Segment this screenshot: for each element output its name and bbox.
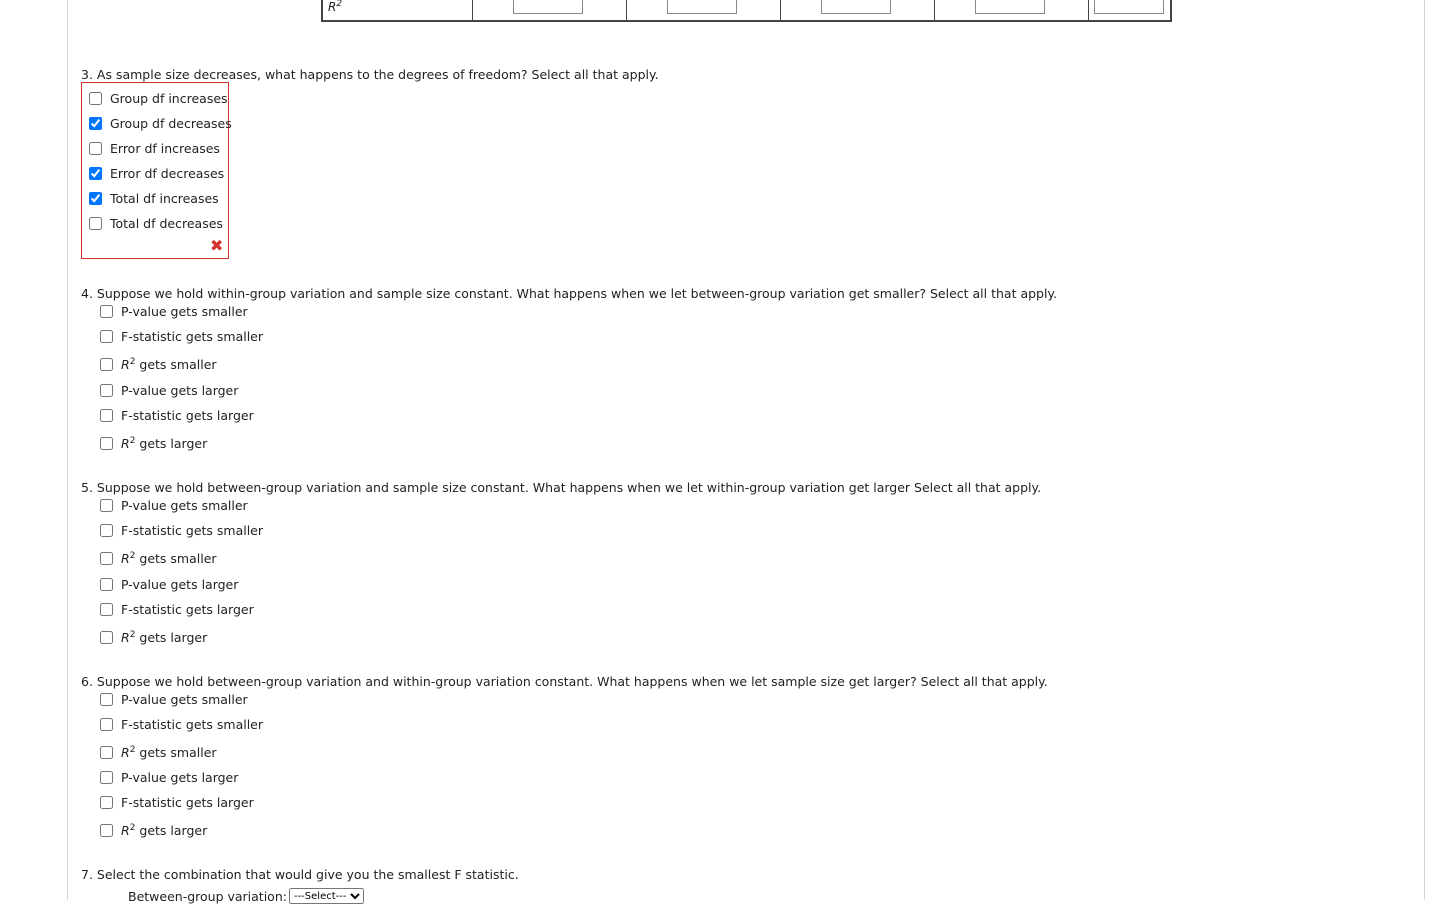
q4-option-r2-larger[interactable]: $R^2$ gets larger [100,436,207,451]
page-frame [67,0,1425,900]
q5-checkbox-6[interactable] [100,631,113,644]
q4-checkbox-3[interactable] [100,358,113,371]
q5-checkbox-1[interactable] [100,499,113,512]
q5-option-pvalue-larger[interactable]: P-value gets larger [100,577,238,592]
q3-checkbox-3[interactable] [89,142,102,155]
q5-checkbox-4[interactable] [100,578,113,591]
q4-checkbox-6[interactable] [100,437,113,450]
q3-checkbox-6[interactable] [89,217,102,230]
q3-checkbox-5[interactable] [89,192,102,205]
q6-option-fstat-smaller[interactable]: F-statistic gets smaller [100,717,263,732]
q6-checkbox-3[interactable] [100,746,113,759]
q3-option-6[interactable]: Total df decreases [89,216,223,231]
q3-checkbox-1[interactable] [89,92,102,105]
q6-option-pvalue-smaller[interactable]: P-value gets smaller [100,692,248,707]
q4-option-pvalue-larger[interactable]: P-value gets larger [100,383,238,398]
q5-option-r2-larger[interactable]: $R^2$ gets larger [100,630,207,645]
r2-row-label: $R^2$ [323,0,473,20]
q4-option-fstat-larger[interactable]: F-statistic gets larger [100,408,254,423]
r2-input-5[interactable] [1094,0,1164,14]
r2-input-4[interactable] [975,0,1045,14]
q6-checkbox-1[interactable] [100,693,113,706]
r2-input-1[interactable] [513,0,583,14]
question-3-text: 3. As sample size decreases, what happens to the degrees of freedom? Select all that apply. [81,67,659,82]
q5-checkbox-2[interactable] [100,524,113,537]
q5-option-pvalue-smaller[interactable]: P-value gets smaller [100,498,248,513]
r2-input-3[interactable] [821,0,891,14]
q4-checkbox-2[interactable] [100,330,113,343]
question-5-text: 5. Suppose we hold between-group variation and sample size constant. What happens when we let within-group variation get larger Select all that apply. [81,480,1042,495]
between-group-select-row [128,888,364,904]
q6-checkbox-2[interactable] [100,718,113,731]
q5-checkbox-5[interactable] [100,603,113,616]
q6-checkbox-5[interactable] [100,796,113,809]
q6-option-pvalue-larger[interactable]: P-value gets larger [100,770,238,785]
q3-checkbox-2[interactable] [89,117,102,130]
q3-option-5[interactable]: Total df increases [89,191,219,206]
q3-option-2[interactable]: Group df decreases [89,116,232,131]
question-6-text: 6. Suppose we hold between-group variation and within-group variation constant. What happens when we let sample size get larger? Select all that apply. [81,674,1048,689]
between-group-label: Between-group variation: [128,888,287,904]
q3-checkbox-4[interactable] [89,167,102,180]
q6-checkbox-6[interactable] [100,824,113,837]
q4-checkbox-4[interactable] [100,384,113,397]
q5-option-r2-smaller[interactable]: $R^2$ gets smaller [100,551,217,566]
q4-option-fstat-smaller[interactable]: F-statistic gets smaller [100,329,263,344]
question-7-text: 7. Select the combination that would give you the smallest F statistic. [81,867,519,882]
q5-option-fstat-larger[interactable]: F-statistic gets larger [100,602,254,617]
q3-option-3[interactable]: Error df increases [89,141,220,156]
between-group-select[interactable] [289,888,364,904]
q4-option-pvalue-smaller[interactable]: P-value gets smaller [100,304,248,319]
q5-checkbox-3[interactable] [100,552,113,565]
anova-table-r2-row [321,0,1172,22]
r2-input-2[interactable] [667,0,737,14]
question-4-text: 4. Suppose we hold within-group variation and sample size constant. What happens when we let between-group variation get smaller? Select all that apply. [81,286,1058,301]
q3-option-1[interactable]: Group df increases [89,91,228,106]
q4-option-r2-smaller[interactable]: $R^2$ gets smaller [100,357,217,372]
q6-option-r2-larger[interactable]: $R^2$ gets larger [100,823,207,838]
incorrect-x-mark-icon: ✖ [210,236,224,255]
q6-option-fstat-larger[interactable]: F-statistic gets larger [100,795,254,810]
q6-option-r2-smaller[interactable]: $R^2$ gets smaller [100,745,217,760]
q4-checkbox-5[interactable] [100,409,113,422]
q5-option-fstat-smaller[interactable]: F-statistic gets smaller [100,523,263,538]
q4-checkbox-1[interactable] [100,305,113,318]
q3-option-4[interactable]: Error df decreases [89,166,224,181]
q6-checkbox-4[interactable] [100,771,113,784]
